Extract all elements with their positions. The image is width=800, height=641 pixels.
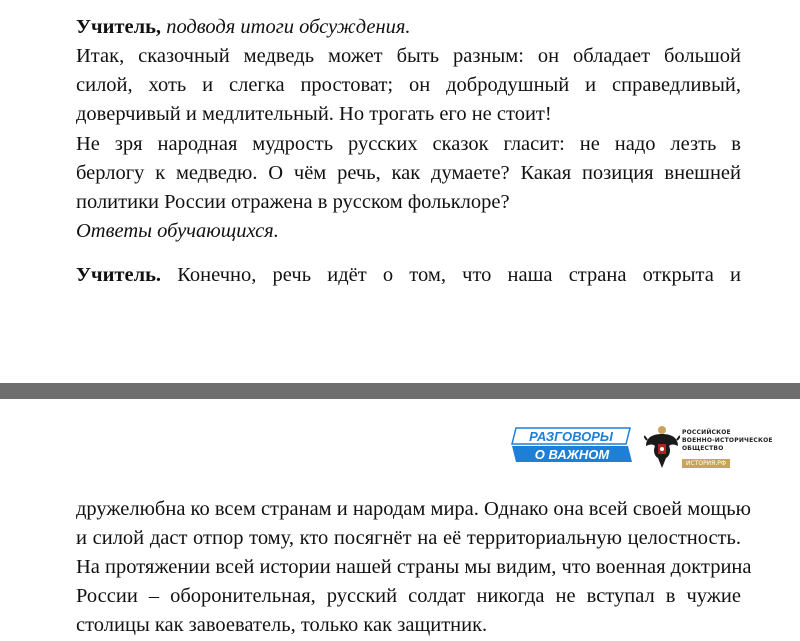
paragraph-line: и силой даст отпор тому, кто посягнёт на её территориальную целостность. — [76, 527, 741, 549]
rvio-site-badge: ИСТОРИЯ.РФ — [682, 459, 730, 468]
razgovory-line2: О ВАЖНОМ — [534, 447, 610, 462]
teacher-label: Учитель. — [76, 264, 162, 286]
rvio-logo — [644, 424, 774, 474]
paragraph-line: столицы как завоеватель, только как защитник. — [76, 614, 488, 636]
teacher-summary-heading — [76, 13, 741, 42]
teacher-label: Учитель, — [76, 16, 162, 38]
paragraph-line: России – оборонительная, русский солдат никогда не вступал в чужие — [76, 585, 741, 607]
double-headed-eagle-icon — [644, 424, 680, 470]
paragraph-line: Итак, сказочный медведь может быть разным: он обладает большой — [76, 45, 741, 67]
student-answers-note: Ответы обучающихся. — [76, 220, 279, 242]
paragraph-line: берлогу к медведю. О чём речь, как думаете? Какая позиция внешней — [76, 162, 741, 184]
paragraph-line: силой, хоть и слегка простоват; он добродушный и справедливый, — [76, 74, 741, 96]
paragraph-line: политики России отражена в русском фольклоре? — [76, 191, 510, 213]
paragraph-line: Не зря народная мудрость русских сказок гласит: не надо лезть в — [76, 133, 741, 155]
rvio-name: РОССИЙСКОЕ ВОЕННО-ИСТОРИЧЕСКОЕ ОБЩЕСТВО — [682, 429, 773, 452]
paragraph-line: доверчивый и медлительный. Но трогать его не стоит! — [76, 103, 552, 125]
razgovory-line1: РАЗГОВОРЫ — [529, 429, 613, 444]
paragraph-line: дружелюбна ко всем странам и народам мира. Однако она всей своей мощью — [76, 498, 751, 520]
teacher-reply-line: Учитель. Конечно, речь идёт о том, что наша страна открыта и — [76, 264, 741, 286]
paragraph-line: На протяжении всей истории нашей страны мы видим, что военная доктрина — [76, 556, 752, 578]
razgovory-o-vazhnom-logo — [510, 426, 634, 464]
page-separator — [0, 383, 800, 399]
stage-direction: подводя итоги обсуждения. — [161, 16, 411, 38]
